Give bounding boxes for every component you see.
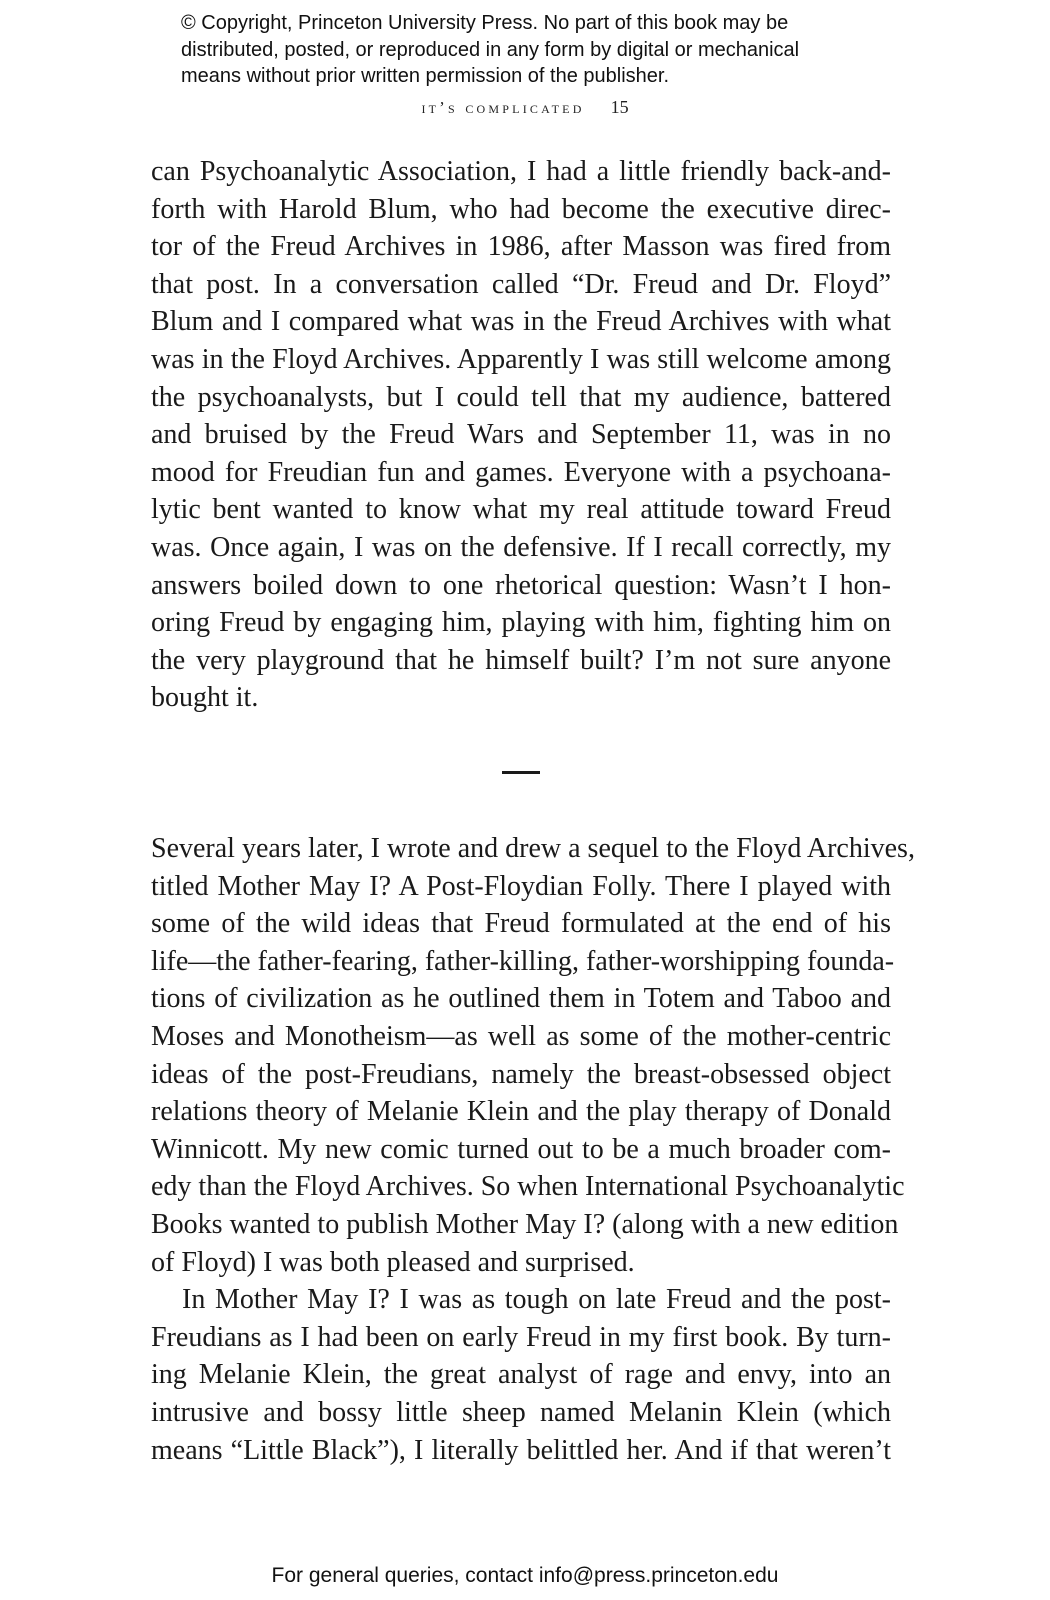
text-line: the very playground that he himself built? I’m not sure anyone — [151, 644, 891, 676]
text-line: relations theory of Melanie Klein and the play therapy of Donald — [151, 1096, 891, 1128]
text-line: Winnicott. My new comic turned out to be a much broader com- — [151, 1133, 891, 1165]
text-line: bought it. — [151, 682, 259, 714]
text-line: life—the father-fearing, father-killing, father-worshipping founda- — [151, 945, 895, 977]
footer-contact: For general queries, contact info@press.princeton.edu — [271, 1564, 779, 1587]
text-line: that post. In a conversation called “Dr. Freud and Dr. Floyd” — [151, 268, 891, 300]
text-line: In Mother May I? I was as tough on late Freud and the post- — [182, 1284, 891, 1316]
text-line: oring Freud by engaging him, playing with him, fighting him on — [151, 607, 891, 639]
text-line: ideas of the post-Freudians, namely the breast-obsessed object — [151, 1058, 891, 1090]
text-line: Moses and Monotheism—as well as some of the mother-centric — [151, 1020, 891, 1052]
text-line: Freudians as I had been on early Freud in my first book. By turn- — [151, 1321, 891, 1353]
text-line: titled Mother May I? A Post-Floydian Folly. There I played with — [151, 870, 891, 902]
text-line: intrusive and bossy little sheep named Melanin Klein (which — [151, 1396, 891, 1428]
text-line: was. Once again, I was on the defensive. If I recall correctly, my — [151, 531, 891, 563]
copyright-line: © Copyright, Princeton University Press. No part of this book may be — [181, 12, 789, 34]
text-line: Several years later, I wrote and drew a sequel to the Floyd Archives, — [151, 833, 915, 864]
page-number: 15 — [610, 97, 629, 117]
chapter-title: it’s complicated — [421, 98, 585, 117]
text-line: mood for Freudian fun and games. Everyone with a psychoana- — [151, 456, 891, 488]
text-line: of Floyd) I was both pleased and surprised. — [151, 1246, 635, 1278]
text-line: means “Little Black”), I literally belittled her. And if that weren’t — [151, 1434, 891, 1466]
text-line: ing Melanie Klein, the great analyst of rage and envy, into an — [151, 1359, 891, 1391]
text-line: Blum and I compared what was in the Freud Archives with what — [151, 306, 891, 338]
copyright-line: distributed, posted, or reproduced in any form by digital or mechanical — [181, 38, 800, 61]
text-line: tor of the Freud Archives in 1986, after Masson was fired from — [151, 231, 891, 263]
copyright-notice — [181, 10, 901, 90]
running-head — [0, 97, 1050, 118]
text-line: forth with Harold Blum, who had become the executive direc- — [151, 193, 891, 225]
text-line: tions of civilization as he outlined them in Totem and Taboo and — [151, 983, 891, 1015]
section-break-rule — [502, 771, 540, 774]
text-line: some of the wild ideas that Freud formulated at the end of his — [151, 908, 891, 940]
text-line: answers boiled down to one rhetorical question: Wasn’t I hon- — [151, 569, 891, 601]
paragraph-continued — [151, 153, 891, 717]
text-line: and bruised by the Freud Wars and September 11, was in no — [151, 419, 891, 451]
text-line: can Psychoanalytic Association, I had a little friendly back-and- — [151, 156, 891, 187]
copyright-line: means without prior written permission of the publisher. — [181, 65, 670, 87]
text-line: Books wanted to publish Mother May I? (along with a new edition — [151, 1208, 899, 1240]
paragraph-body — [151, 830, 915, 1469]
text-line: edy than the Floyd Archives. So when International Psychoanalytic — [151, 1171, 905, 1203]
text-line: was in the Floyd Archives. Apparently I was still welcome among — [151, 343, 891, 375]
text-line: the psychoanalysts, but I could tell that my audience, battered — [151, 381, 891, 413]
text-line: lytic bent wanted to know what my real attitude toward Freud — [151, 494, 891, 526]
